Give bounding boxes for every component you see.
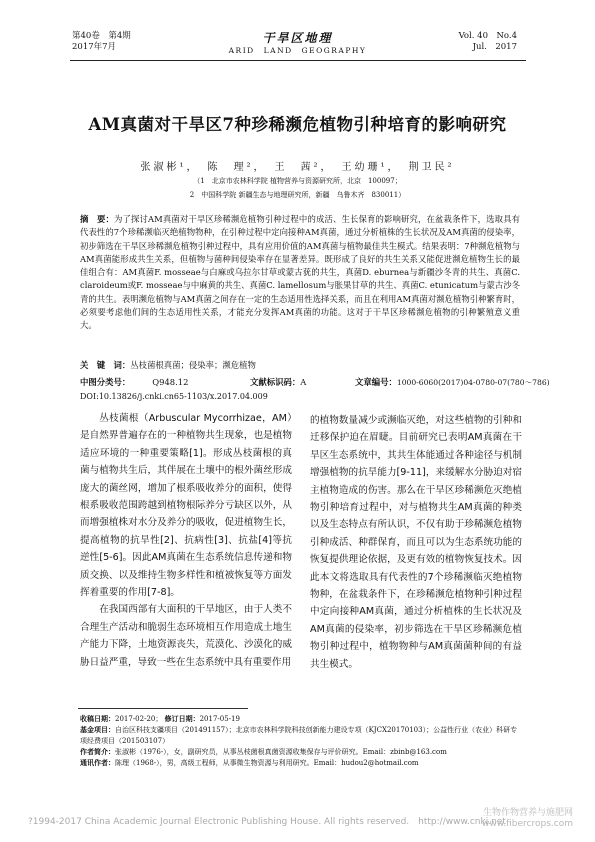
fund-label: 基金项目：: [80, 725, 115, 734]
watermark-url: www.fibercrops.com: [482, 819, 573, 829]
author-label: 作者简介：: [80, 747, 115, 756]
header-date-cn: 2017年7月: [72, 42, 117, 52]
footnote-fund: [80, 724, 520, 747]
journal-title-cn: 干旱区地理: [262, 31, 333, 45]
footnote-rule: [78, 708, 248, 709]
affiliation-2: 2 中国科学院 新疆生态与地理研究所，新疆 乌鲁木齐 830011）: [189, 191, 406, 199]
header-right: [459, 31, 517, 53]
keywords-text: 丛枝菌根真菌；侵染率；濒危植物: [130, 360, 256, 370]
revised-value: 2017-05-19: [199, 715, 240, 723]
doc-code: [250, 376, 306, 388]
revised-label: 修订日期：: [164, 714, 200, 723]
abstract-text: 为了探讨AM真菌对干旱区珍稀濒危植物引种过程中的成活、生长保育的影响研究，在盆栽条件下，选取具有代表性的7个珍稀濒临灭绝植物物种，在引种过程中定向接种AM真菌，通过分析植株的生长状况及AM真菌的侵染率，初步筛选在干旱区珍稀濒危植物引种过程中，具有应用价值的AM真菌与植物最佳共生模式。结果表明：7种濒危植物与AM真菌能形成共生关系，但植物与菌种间侵染率存在显著差异。既形成了良好的共生关系又能促进濒危植物生长的最佳组合有：AM真菌F. mosseae与白麻或乌拉尔甘草或蒙古莸的共生，真菌D. eburnea与新疆沙冬青的共生、真菌C. claroideum或F. mosseae与中麻黄的共生、真菌C. lamellosum与胀果甘草的共生、真菌C. etunicatum与蒙古沙冬青的共生。表明濒危植物与AM真菌之间存在一定的生态适用性选择关系，而且在利用AM真菌对濒危植物引种繁育时，必须要考虑他们间的生态适用性关系，才能充分发挥AM真菌的功能。这对于干旱区珍稀濒危植物的引种繁殖意义重大。: [80, 214, 520, 331]
paper-title: AM真菌对干旱区7种珍稀濒危植物引种培育的影响研究: [88, 115, 507, 134]
author-list: 张淑彬¹， 陈 理²， 王 茜²， 王幼珊¹， 荆卫民²: [140, 162, 455, 173]
article-label: 文章编号：: [355, 377, 397, 387]
doi: DOI:10.13826/j.cnki.cn65-1103/x.2017.04.009: [80, 392, 268, 401]
doc-label: 文献标识码：: [250, 377, 301, 387]
journal-title-en: ARID LAND GEOGRAPHY: [228, 46, 367, 55]
header-date-en: Jul. 2017: [472, 42, 517, 52]
doc-value: A: [300, 377, 307, 387]
body-paragraph: 在我国西部有大面积的干旱地区，由于人类不合理生产活动和脆弱生态环境相互作用造成土地生产能力下降，土地资源丧失，荒漠化、沙漠化的威胁日益严重，导致一些在生态系统中具有重要作用: [80, 604, 292, 668]
fund-value: 自治区科技支疆项目（201491157）；北京市农林科学院科技创新能力建设专项（KJCX20170103）；公益性行业（农业）科研专项经费项目（201503107）: [80, 726, 518, 745]
header-rule: [70, 60, 526, 61]
received-label: 收稿日期：: [80, 714, 115, 723]
article-number: [355, 376, 550, 388]
keywords-label: 关 键 词：: [80, 360, 131, 370]
site-watermark: [482, 808, 573, 830]
body-column-right: [310, 412, 522, 673]
clc-number: [80, 376, 188, 388]
watermark-cn: 生物作物营养与施肥网: [482, 808, 573, 818]
article-value: 1000-6060(2017)04-0780-07(780～786): [396, 378, 550, 387]
body-paragraph: 丛枝菌根（Arbuscular Mycorrhizae，AM）是自然界普遍存在的一种植物共生现象，也是植物适应环境的一种重要策略[1]。形成丛枝菌根的真菌与植物共生后，其伴展在土壤中的根外菌丝形成庞大的菌丝网，增加了根系吸收养分的面积，使得根系吸收范围跨越到植物根际养分亏缺区以外，从而增强植株对水分及养分的吸收，促进植物生长，提高植物的抗旱性[2]、抗病性[3]、抗盐[4]等抗逆性[5-6]。因此AM真菌在生态系统信息传递和物质交换、以及维持生物多样性和植被恢复等方面发挥着重要的作用[7-8]。: [80, 413, 292, 599]
corresponding-value: 陈理（1968-），男，高级工程师，从事微生物资源与利用研究。Email：hudou2@hotmail.com: [115, 759, 419, 767]
keywords: [80, 359, 520, 371]
footnote-corresponding: [80, 757, 520, 769]
body-column-left: [80, 410, 292, 671]
clc-label: 中图分类号：: [80, 377, 131, 387]
clc-value: Q948.12: [152, 377, 189, 387]
abstract-label: 摘 要：: [80, 214, 115, 224]
affiliation-1: （1 北京市农林科学院 植物营养与资源研究所，北京 100097；: [193, 177, 402, 185]
copyright-notice: ?1994-2017 China Academic Journal Electronic Publishing House. All rights reserved. http://www.cnki.net: [28, 817, 506, 827]
body-paragraph: 的植物数量减少或濒临灭绝，对这些植物的引种和迁移保护迫在眉睫。目前研究已表明AM真菌在干旱区生态系统中，其共生体能通过各种途径与机制增强植物的抗旱能力[9-11]，来缓解水分胁迫对宿主植物造成的伤害。那么在干旱区珍稀濒危灭绝植物引种培育过程中，对与植物共生AM真菌的种类以及生态特点有所认识，不仅有助于珍稀濒危植物引种成活、种群保育，而且可以为生态系统功能的恢复提供理论依据，及更有效的植物恢复技术。因此本文将选取具有代表性的7个珍稀濒临灭绝植物物种，在盆栽条件下，在珍稀濒危植物种引种过程中定向接种AM真菌，通过分析植株的生长状况及AM真菌的侵染率，初步筛选在干旱区珍稀濒危植物引种过程中，植物物种与AM真菌菌种间的有益共生模式。: [310, 415, 522, 670]
abstract: [80, 213, 520, 333]
corresponding-label: 通讯作者：: [80, 758, 115, 767]
header-volume-en: Vol. 40 No.4: [458, 31, 517, 41]
author-value: 张淑彬（1976-），女，副研究员，从事丛枝菌根真菌资源收集保存与评价研究。Email：zbinb@163.com: [115, 748, 447, 756]
header-volume-cn: 第40卷 第4期: [72, 31, 131, 41]
received-value: 2017-02-20；: [115, 715, 163, 723]
